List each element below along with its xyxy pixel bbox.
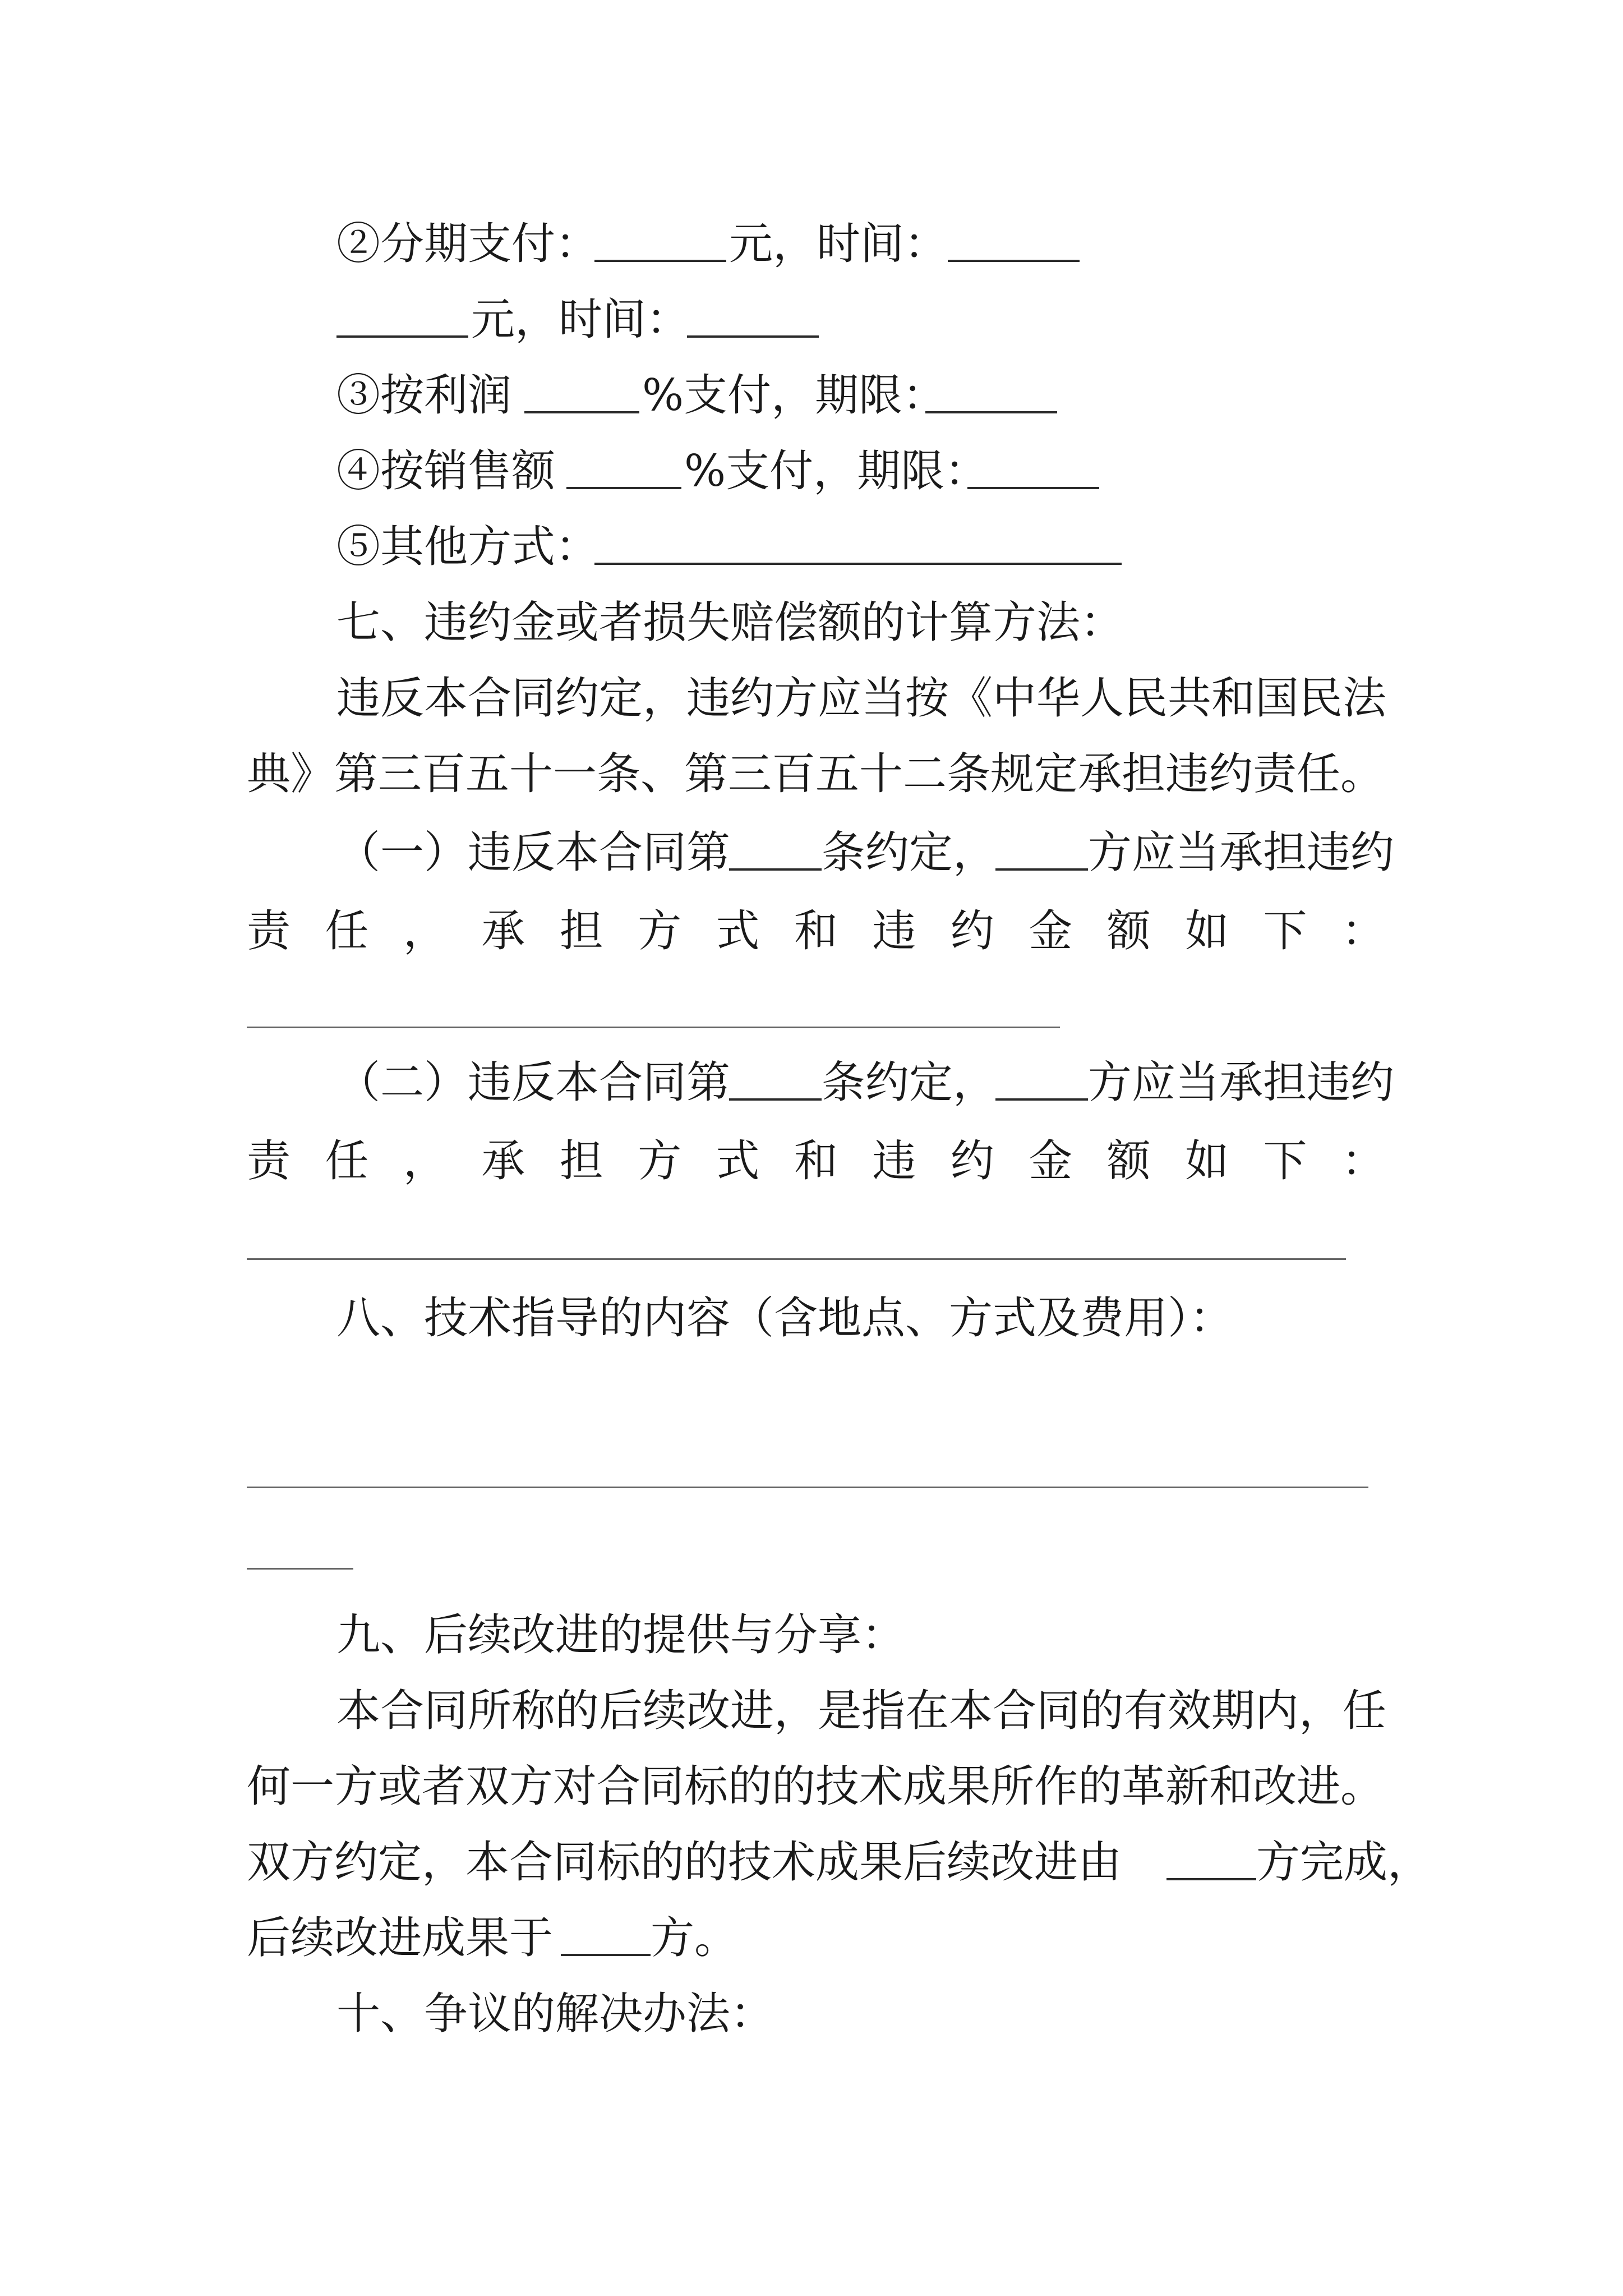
installment-label: ②分期支付： [336,219,600,269]
profit-label: ③按利润 [336,370,512,421]
spread-char: ： [1341,1136,1385,1186]
spread-char: 金 [1029,1136,1073,1186]
item-2-text-a: （二）违反本合同第 [336,1057,731,1108]
item-1-text-a: （一）违反本合同第 [336,827,731,878]
spread-char: 额 [1106,906,1151,956]
item-1-text-c: 方应当承担违约 [1088,827,1395,878]
spread-char: 式 [716,906,760,956]
spread-char: 承 [481,906,525,956]
term-blank [967,487,1099,489]
section-7-paragraph-line-1 [0,670,1623,726]
item-1-fill-line [247,1027,1060,1028]
amount-blank [336,335,468,338]
item-2-text-c: 方应当承担违约 [1088,1057,1395,1108]
time-label: 元，时间： [729,219,948,269]
paragraph-text: 何一方或者双方对合同标的的技术成果所作的革新和改进。 [247,1761,1385,1812]
installment-line-1 [0,216,1623,272]
percent-blank [566,487,681,489]
item-1-line [0,825,1623,881]
paragraph-text: 双方约定，本合同标的的技术成果后续改进由 [247,1837,1122,1888]
spread-char: 金 [1029,906,1073,956]
spread-char: 责 [247,1136,291,1186]
item-1-spread-line [247,903,1385,959]
party-blank [995,868,1088,871]
item-2-text-b: 条约定， [822,1057,997,1108]
item-1-text-b: 条约定， [822,827,997,878]
section-9-title-text: 九、后续改进的提供与分享： [336,1610,906,1660]
percent-blank [524,411,639,413]
spread-char: 和 [794,1136,838,1186]
time-label: 元，时间： [471,295,690,345]
spread-char: 违 [872,906,916,956]
item-2-line [0,1055,1623,1111]
section-7-paragraph-line-2 [0,746,1623,802]
other-method-blank [594,563,1122,565]
paragraph-text: 典》第三百五十一条、第三百五十二条规定承担违约责任。 [247,749,1385,799]
section-10-title-text: 十、争议的解决办法： [336,1989,774,2039]
party-blank [561,1954,651,1956]
spread-char: 约 [950,906,994,956]
item-2-spread-line [247,1133,1385,1189]
term-label: %支付，期限： [642,370,947,421]
spread-char: 任 [325,1136,369,1186]
sales-label: ④按销售额 [336,446,556,496]
section-8-title [0,1290,1623,1346]
section-8-title-text: 八、技术指导的内容（含地点、方式及费用）： [336,1293,1234,1343]
spread-char: 下 [1263,1136,1307,1186]
spread-char: 和 [794,906,838,956]
term-label: %支付，期限： [684,446,989,496]
paragraph-text: 方完成， [1256,1837,1432,1888]
installment-line-2 [0,292,1623,348]
spread-char: 担 [559,906,603,956]
spread-char: 承 [481,1136,525,1186]
spread-char: 方 [638,1136,682,1186]
spread-char: 违 [872,1136,916,1186]
sales-line [0,443,1623,499]
spread-char: 任 [325,906,369,956]
spread-char: ， [403,906,447,956]
term-blank [925,411,1057,413]
section-9-line-1 [0,1683,1623,1739]
other-method-label: ⑤其他方式： [336,522,600,572]
other-method-line [0,519,1623,575]
spread-char: ： [1341,906,1385,956]
spread-char: 担 [559,1136,603,1186]
spread-char: 如 [1185,1136,1229,1186]
section-8-fill-line [247,1487,1368,1488]
profit-line [0,367,1623,424]
spread-char: 下 [1263,906,1307,956]
section-8-fill-line-short [247,1568,353,1570]
paragraph-text: 违反本合同约定，违约方应当按《中华人民共和国民法 [336,673,1387,724]
item-2-fill-line [247,1258,1346,1260]
spread-char: 式 [716,1136,760,1186]
section-9-line-3 [0,1834,1623,1890]
clause-blank [729,868,822,871]
time-blank [687,335,819,338]
section-7-title [0,595,1623,651]
spread-char: 方 [638,906,682,956]
party-blank [1166,1878,1256,1880]
spread-char: 如 [1185,906,1229,956]
section-9-title [0,1607,1623,1663]
paragraph-text: 本合同所称的后续改进，是指在本合同的有效期内，任 [336,1686,1387,1736]
paragraph-text: 方。 [651,1913,739,1963]
clause-blank [729,1098,822,1101]
section-9-line-2 [0,1759,1623,1815]
spread-char: 约 [950,1136,994,1186]
section-7-title-text: 七、违约金或者损失赔偿额的计算方法： [336,597,1124,648]
time-blank [948,260,1080,262]
party-blank [995,1098,1088,1101]
section-9-line-4 [0,1910,1623,1966]
section-10-title [0,1986,1623,2042]
spread-char: 额 [1106,1136,1151,1186]
paragraph-text: 后续改进成果于 [247,1913,554,1963]
amount-blank [594,260,726,262]
spread-char: ， [403,1136,447,1186]
spread-char: 责 [247,906,291,956]
